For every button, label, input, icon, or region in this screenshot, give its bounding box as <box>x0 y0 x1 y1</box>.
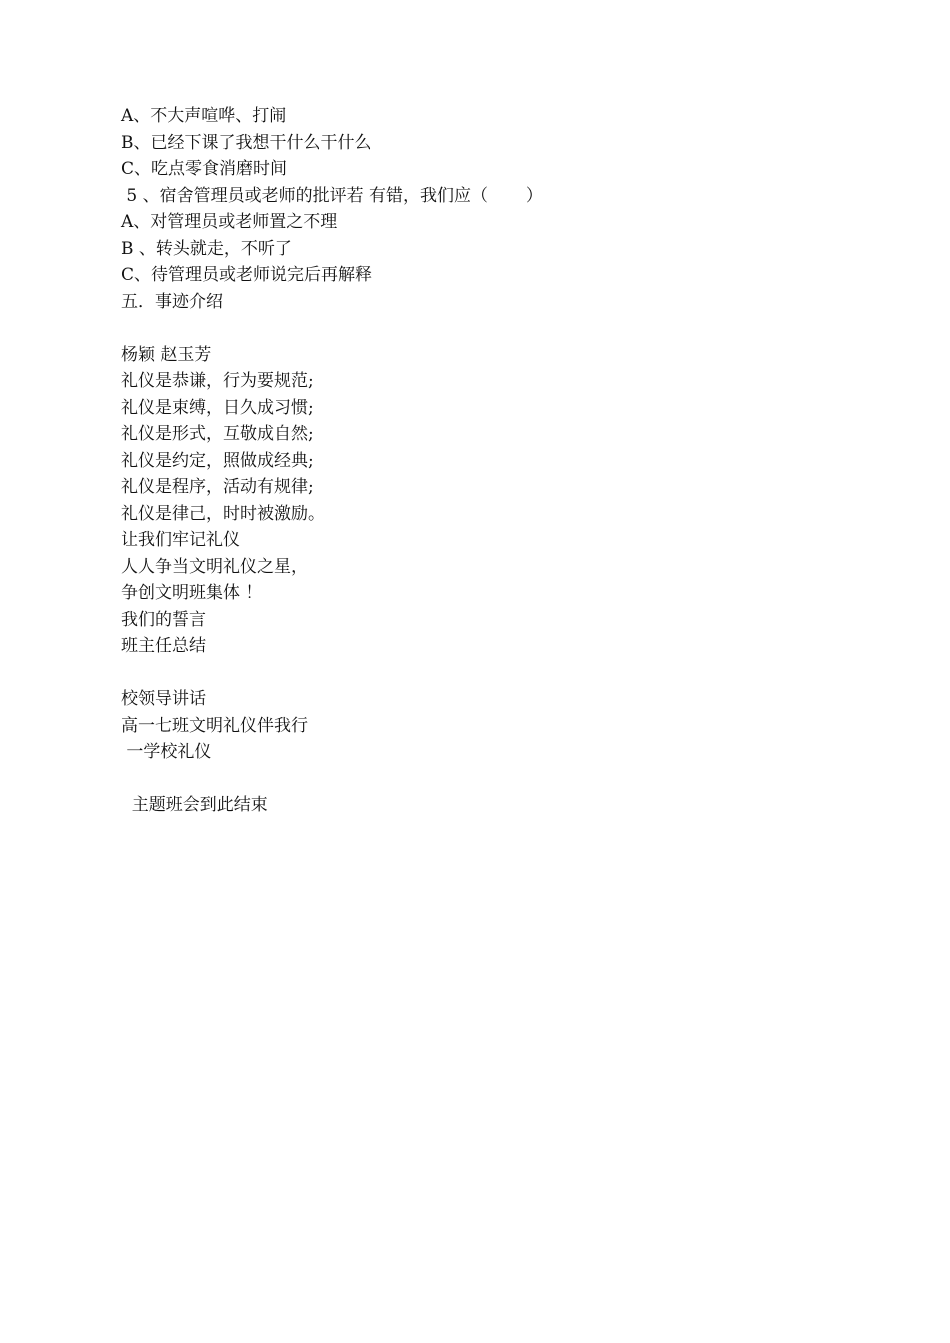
q4-option-b: B、已经下课了我想干什么干什么 <box>121 132 372 153</box>
q5-option-a: A、对管理员或老师置之不理 <box>121 212 338 232</box>
presenters: 杨颖 赵玉芳 <box>121 344 212 365</box>
school-etiquette: 一学校礼仪 <box>121 742 212 762</box>
poem-line: 礼仪是律己，时时被激励。 <box>121 503 325 524</box>
blank-line <box>121 315 821 342</box>
blank-line <box>121 660 821 687</box>
document-body <box>121 103 821 819</box>
remember-etiquette: 让我们牢记礼仪 <box>121 530 240 550</box>
poem-line: 礼仪是恭谦，行为要规范; <box>121 371 314 391</box>
teacher-summary: 班主任总结 <box>121 636 206 656</box>
q5-option-c: C、待管理员或老师说完后再解释 <box>121 265 373 285</box>
q4-option-a: A、不大声喧哗、打闹 <box>121 106 287 126</box>
q5-option-b: B 、转头就走，不听了 <box>121 238 292 259</box>
poem-line: 礼仪是形式，互敬成自然; <box>121 424 314 444</box>
poem-line: 礼仪是程序，活动有规律; <box>121 477 314 497</box>
q4-option-c: C、吃点零食消磨时间 <box>121 159 288 179</box>
poem-line: 礼仪是束缚，日久成习惯; <box>121 397 314 418</box>
strive-class: 争创文明班集体 ！ <box>121 583 263 603</box>
meeting-end: 主题班会到此结束 <box>121 795 268 815</box>
blank-line <box>121 766 821 793</box>
strive-star: 人人争当文明礼仪之星， <box>121 556 308 577</box>
poem-line: 礼仪是约定，照做成经典; <box>121 450 314 471</box>
section-5-heading: 五．事迹介绍 <box>121 291 223 312</box>
oath: 我们的誓言 <box>121 609 206 630</box>
q5-stem: 5 、宿舍管理员或老师的批评若 有错，我们应（ ） <box>121 185 543 206</box>
leader-speech: 校领导讲话 <box>121 689 206 709</box>
class-motto: 高一七班文明礼仪伴我行 <box>121 715 308 736</box>
